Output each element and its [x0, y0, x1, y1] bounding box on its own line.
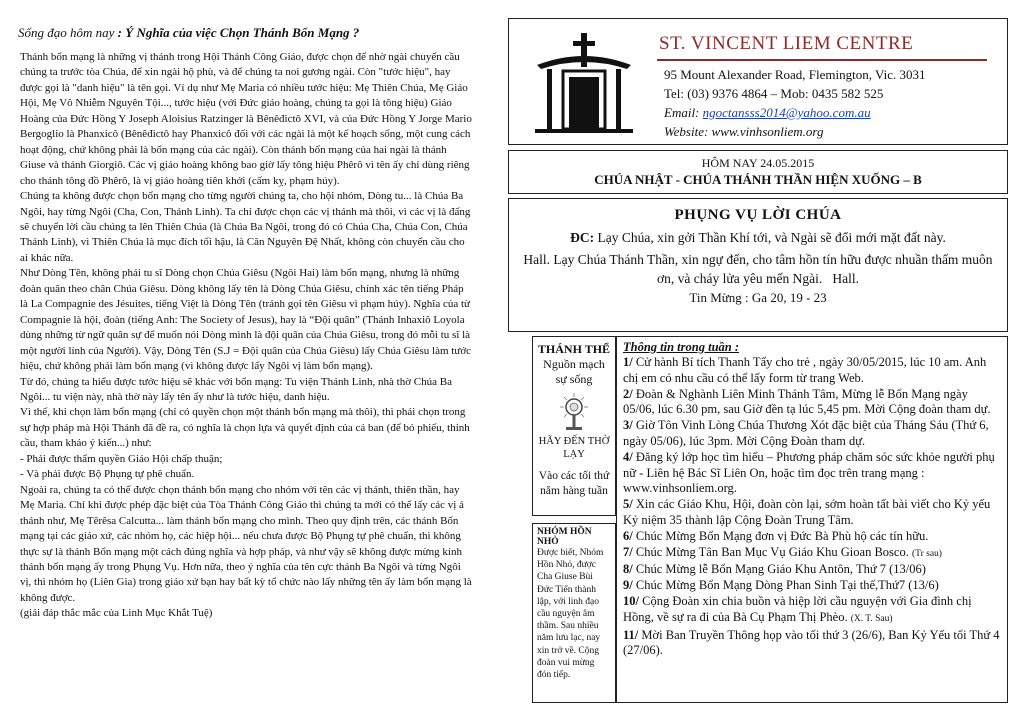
- adoration-call: [533, 435, 615, 461]
- small-souls-title: NHÓM HỒN NHỎ: [537, 527, 592, 547]
- article-paragraph: - Và phải được Bộ Phụng tự phê chuẩn.: [20, 468, 195, 481]
- today-date: HÔM NAY 24.05.2015: [701, 156, 815, 170]
- article-body: [20, 50, 472, 622]
- news-item: [623, 545, 1001, 563]
- news-item: [623, 418, 1001, 450]
- adoration-schedule: Vào các tối thứ năm hàng tuần: [538, 470, 610, 497]
- centre-header: [508, 18, 1008, 145]
- article-heading: [18, 25, 359, 41]
- article-paragraph: Ngoài ra, chúng ta có thể được chọn thánh bổn mạng cho nhóm với tên các vị thánh, thiên thần, hay Mẹ Maria. Chỉ khi được phép đặc biệt của Tòa Thánh Công Giáo thì chúng ta mới có thể lấy các vị á thánh như, Mẹ Têrêsa Calcutta... làm thánh bổn mạng cho mình. Theo quy định trên, các thánh Bổn mạng tại các giáo xứ, các nhóm họ, các hiệp hội... nếu chưa được Bộ Phụng tự phê chuẩn, thì không thực sự là thánh Bổn mạng một cách đúng nghĩa và hợp pháp, và như vậy sẽ không được mừng kính thánh bổn mạng ấy trong Phụng Vụ. Hơn nữa, theo ý nghĩa của tên cực thánh Ba Ngôi và từng Ngôi vị, thì nhóm họ (Liên Gia) trong giáo xứ bạn hay bất kỳ tổ chức nào lấy những tên ấy làm bổn mạng là không được.: [20, 483, 472, 604]
- article-title: : Ý Nghĩa của việc Chọn Thánh Bổn Mạng ?: [117, 25, 360, 40]
- email-link[interactable]: ngoctansss2014@yahoo.com.au: [702, 105, 871, 120]
- article-paragraph: - Phải được thẩm quyền Giáo Hội chấp thuận;: [20, 452, 223, 465]
- news-item-text: Chúc Mừng lễ Bổn Mạng Giáo Khu Antôn, Thứ 7 (13/06): [635, 562, 926, 577]
- news-item-number: 10/: [623, 593, 639, 608]
- news-item: [623, 594, 1001, 628]
- news-item: [623, 562, 1001, 578]
- dc-text: Lạy Chúa, xin gởi Thần Khí tới, và Ngài sẽ đổi mới mặt đất này.: [597, 230, 946, 245]
- news-item-text: Chúc Mừng Tân Ban Mục Vụ Giáo Khu Gioan Bosco.: [635, 544, 909, 559]
- weekly-news-title: Thông tin trong tuần :: [623, 340, 740, 354]
- news-item: [623, 450, 1001, 497]
- news-item-number: 9/: [623, 578, 633, 593]
- news-item-text: Giờ Tôn Vinh Lòng Chúa Thương Xót đặc biệt của Tháng Sáu (Thứ 6, ngày 05/06), lúc 3pm. Mời Cộng Đoàn tham dự.: [623, 418, 989, 448]
- news-item-number: 5/: [623, 497, 633, 512]
- alleluia-end: Hall.: [832, 271, 859, 286]
- news-item-number: 6/: [623, 528, 633, 543]
- small-souls-body: Được biết, Nhóm Hồn Nhỏ, được Cha Giuse Bùi Đức Tiến thành lập, với linh đạo cầu nguyện âm thầm. Sau nhiều năm lưu lạc, nay xin trở về. Cộng đoàn vui mừng đón tiếp.: [537, 548, 604, 681]
- centre-phone: Tel: (03) 9376 4864 – Mob: 0435 582 525: [664, 86, 884, 101]
- liturgy-box: [508, 198, 1008, 332]
- adoration-line: HÃY ĐẾN THỜ: [538, 436, 610, 447]
- news-item-note: (Tr sau): [911, 548, 942, 559]
- news-item: [623, 628, 1001, 660]
- eucharist-subtitle: [533, 357, 615, 387]
- news-item-number: 3/: [623, 418, 633, 433]
- responsorial-psalm: [509, 230, 1007, 246]
- eucharist-subtitle-line: sự sống: [555, 372, 593, 386]
- news-item: [623, 497, 1001, 529]
- dc-label: ĐC:: [570, 230, 595, 245]
- small-souls-group-box: [532, 523, 616, 703]
- centre-email-line: [664, 105, 871, 121]
- news-item-text: Mời Ban Truyền Thông họp vào tối thứ 3 (26/6), Ban Kỷ Yếu tối Thứ 4 (27/06).: [623, 627, 1000, 658]
- news-item-number: 1/: [623, 355, 633, 369]
- header-divider: [657, 59, 987, 61]
- news-item-text: Đăng ký lớp học tìm hiểu – Phương pháp chăm sóc sức khỏe người phụ nữ - Liên hệ Bác Sĩ Liên On, hoặc tìm đọc trên trang mạng : www.vinhsonliem.org.: [623, 449, 995, 496]
- weekly-news-box: [616, 336, 1008, 703]
- article-paragraph: Như Dòng Tên, không phải tu sĩ Dòng chọn Chúa Giêsu (Ngôi Hai) làm bổn mạng, nhưng là những đoàn quân theo chân Chúa Giêsu. Dòng không lấy tên là Dòng Chúa Giêsu, chính xác tên tiếng Pháp là La Compagnie des Jésuites, tiếng Việt là Dòng Tên (tránh gọi tên Giêsu vì phạm húy). Nghĩa của từ Compagnie là hội, đoàn (tiếng Anh: The Society of Jesus), hay là “Đội quân” (Thánh Inhaxiô Loyola dùng những từ ngữ quân sự để muốn nói Dòng mình là đội quân của Chúa Giêsu, trong đó mỗi tu sĩ là một người lính của Người). Vậy, Dòng Tên (S.J = Đội quân của Chúa Giêsu) lấy Chúa Giêsu làm tước hiệu, chứ không phải làm bổn mạng (vì không được lấy Ngôi vị làm bổn mạng).: [20, 267, 472, 373]
- eucharist-box: [532, 336, 616, 516]
- news-item-number: 2/: [623, 386, 633, 401]
- centre-website[interactable]: Website: www.vinhsonliem.org: [664, 124, 824, 139]
- weekly-news-list: [623, 355, 1001, 659]
- alleluia-verse: [509, 250, 1007, 288]
- adoration-line: LẠY: [563, 449, 585, 460]
- news-item-text: Cử hành Bí tích Thanh Tẩy cho trẻ , ngày 30/05/2015, lúc 10 am. Anh chị em có nhu cầu có thể lấy form từ trang Web.: [623, 355, 987, 385]
- news-item-number: 7/: [623, 544, 633, 559]
- monstrance-icon: [546, 391, 602, 433]
- eucharist-subtitle-line: Nguồn mạch: [543, 357, 605, 371]
- news-item: [623, 578, 1001, 594]
- article-paragraph: Chúng ta không được chọn bổn mạng cho từng người chúng ta, cho hội nhóm, Dòng tu... là Chúa Ba Ngôi, hay từng Ngôi (Cha, Con, Thánh Linh). Ta chỉ được chọn các vị thánh mà thôi, vì các vị là đấng sẽ chuyển lời cầu chúng ta lên Thiên Chúa (là Chúa Ba Ngôi, trong đó có Chúa Cha, Chúa Con, Chúa Thánh Linh), vì Thiên Chúa là mục đích tối hậu, là Căn Nguyên Đệ Nhất, không còn chuyển cầu cho ai khác nữa.: [20, 190, 471, 264]
- news-item: [623, 387, 1001, 419]
- article-paragraph: Vì thế, khi chọn làm bổn mạng (chỉ có quyền chọn một thánh bổn mạng mà thôi), thì phải chọn trong sự hợp pháp mà Hội Thánh đã đề ra, có nghĩa là chọn lựa và quyết định của cả ban (để bỏ phiếu, thỉnh cầu, tham khảo ý kiến...) như:: [20, 406, 470, 450]
- article-paragraph: Thánh bổn mạng là những vị thánh trong Hội Thánh Công Giáo, được chọn để nhờ ngài chuyển cầu chúng ta trước tòa Chúa, để xin ngài hộ phù, và để chúng ta noi gương ngài. Còn "tước hiệu", hay được gọi là "danh hiệu" là tên gọi. Ví dụ như Mẹ Maria có nhiều tước hiệu: Mẹ Thiên Chúa, Mẹ Giáo Hội, Mẹ Vô Nhiễm Nguyên Tội..., tước hiệu (với Đức giáo hoàng, chúng ta gọi là tông hiệu) Giáo Hoàng của Đức Hồng Y Joseph Aloisius Ratzinger là Bênêđictô XVI, và của Đức Hồng Y Jorge Mario Bergoglio là Phanxicô (Bênêđictô hay Phanxicô đối với các ngài là một kế hoạch sống, một cung cách hoạt động, chứ không phải là bổn mạng của các ngài). Còn thánh bổn mạng của hai ngài là thánh Giuse và thánh Giorgiô. Các vị giáo hoàng không bao giờ lấy tông hiệu Phêrô vì tên ấy chỉ dùng riêng cho thánh tông đồ Phêrô, là vị giáo hoàng tiên khởi (cấm kỵ, phạm húy).: [20, 51, 472, 187]
- news-item-number: 11/: [623, 627, 639, 642]
- alleluia-text: Hall. Lạy Chúa Thánh Thần, xin ngự đến, cho tâm hồn tín hữu được nhuần thấm muôn ơn, và cháy lửa yêu mến Ngài.: [523, 252, 993, 286]
- news-item-number: 4/: [623, 449, 633, 464]
- news-item: [623, 529, 1001, 545]
- news-item-text: Cộng Đoàn xin chia buồn và hiệp lời cầu nguyện với Gia đình chị Hồng, về sự ra đi của Bà Cụ Phạm Thị Phèo.: [623, 593, 972, 624]
- news-item-text: Chúc Mừng Bổn Mạng Dòng Phan Sinh Tại thế,Thứ7 (13/6): [635, 578, 939, 593]
- news-item-text: Đoàn & Nghành Liên Minh Thánh Tâm, Mừng lễ Bổn Mạng ngày 05/06, lúc 6.30 pm, sau Giờ đền tạ lúc 5,45 pm. Mời Cộng đoàn tham dự.: [623, 386, 991, 417]
- centre-address: 95 Mount Alexander Road, Flemington, Vic. 3031: [664, 67, 926, 82]
- sunday-occasion: CHÚA NHẬT - CHÚA THÁNH THẦN HIỆN XUỐNG – B: [594, 172, 922, 187]
- news-item-text: Xin các Giáo Khu, Hội, đoàn còn lại, sớm hoàn tất bài viết cho Kỷ yếu Kỷ niệm 35 thành lập Cộng Đoàn Trung Tâm.: [623, 497, 991, 527]
- article-intro-label: Sống đạo hôm nay: [18, 25, 115, 40]
- news-item-note: (X. T. Sau): [850, 613, 893, 624]
- article-signature: (giải đáp thắc mắc của Linh Mục Khắt Tuệ): [20, 607, 213, 620]
- gospel-reference: Tin Mừng : Ga 20, 19 - 23: [689, 290, 827, 305]
- news-item-number: 8/: [623, 562, 633, 577]
- eucharist-title: THÁNH THỂ: [537, 342, 611, 356]
- church-logo-icon: [529, 25, 639, 137]
- date-box: [508, 150, 1008, 194]
- news-item: [623, 355, 1001, 387]
- article-paragraph: Từ đó, chúng ta hiểu được tước hiệu sẽ khác với bổn mạng: Tu viện Thánh Linh, nhà thờ Chúa Ba Ngôi... tu viện này, nhà thờ này lấy tên ấy như là tước hiệu, danh hiệu.: [20, 375, 452, 403]
- liturgy-title: PHỤNG VỤ LỜI CHÚA: [674, 207, 842, 223]
- news-item-text: Chúc Mừng Bổn Mạng đơn vị Đức Bà Phù hộ các tín hữu.: [635, 528, 929, 543]
- centre-name: ST. VINCENT LIEM CENTRE: [659, 33, 914, 54]
- email-label: Email:: [664, 105, 700, 120]
